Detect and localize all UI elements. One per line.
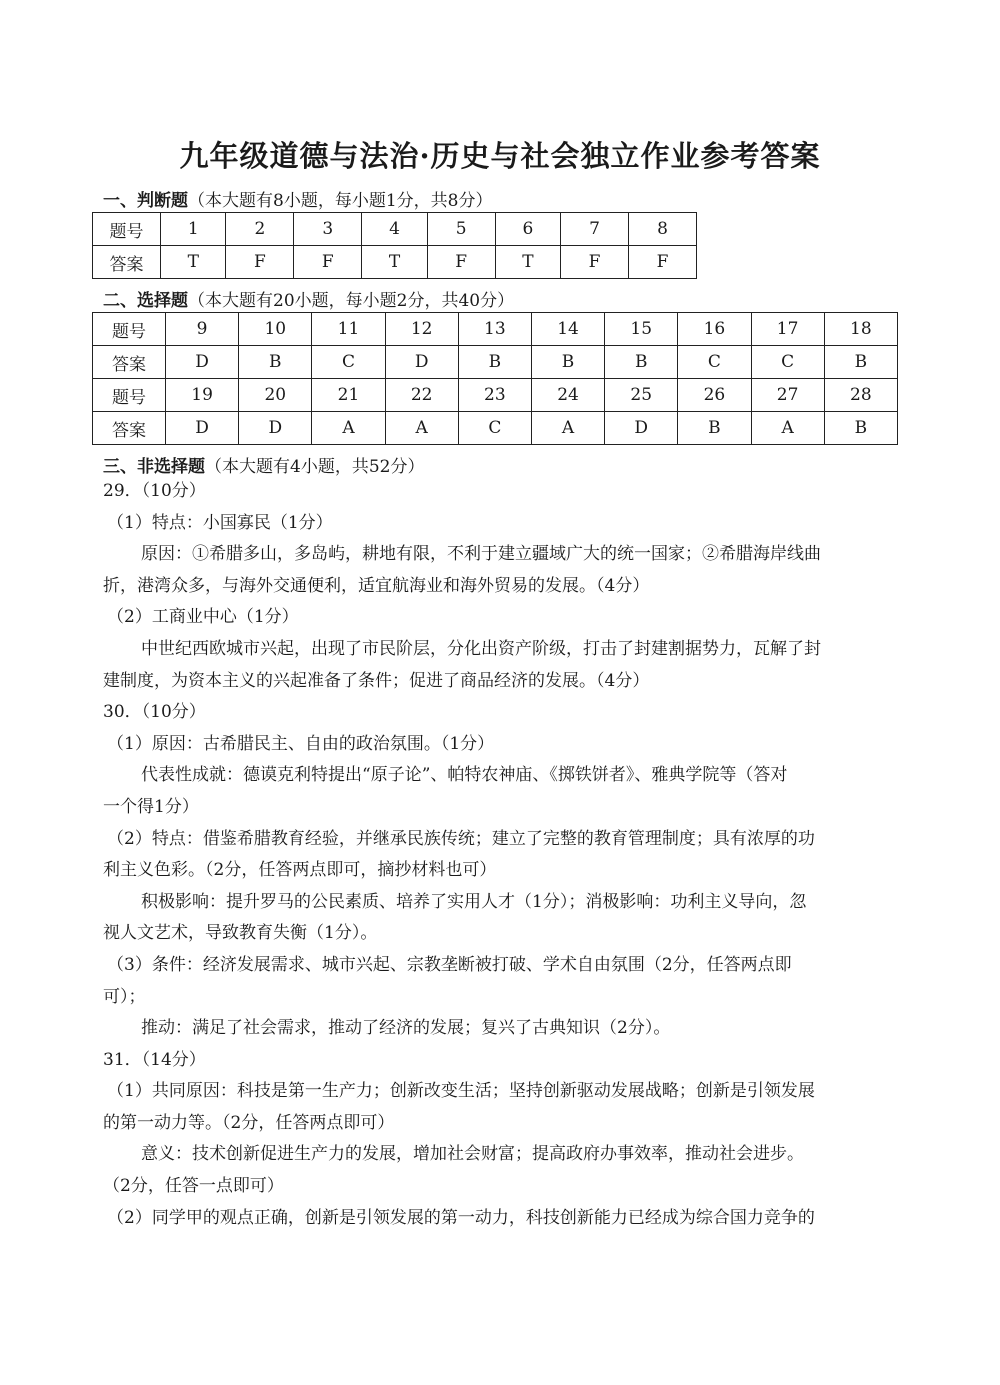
question-number: 15 (605, 313, 678, 346)
answer-line: 利主义色彩。（2分，任答两点即可，摘抄材料也可） (103, 860, 497, 881)
answer-cell: D (166, 412, 239, 445)
answer-line: 建制度，为资本主义的兴起准备了条件；促进了商品经济的发展。（4分） (103, 670, 650, 691)
answer-line: 折，港湾众多，与海外交通便利，适宜航海业和海外贸易的发展。（4分） (103, 575, 650, 596)
row-label: 题号 (93, 379, 166, 412)
answer-line: 的第一动力等。（2分，任答两点即可） (103, 1112, 395, 1133)
question-number: 11 (312, 313, 385, 346)
question-number: 16 (678, 313, 751, 346)
question-number: 26 (678, 379, 751, 412)
answer-cell: B (605, 346, 678, 379)
true-false-answer-table (92, 212, 697, 279)
answer-line: （2）特点：借鉴希腊教育经验，并继承民族传统；建立了完整的教育管理制度；具有浓厚的功 (107, 828, 815, 849)
section3-heading: 三、非选择题 (103, 457, 205, 477)
question-number: 18 (824, 313, 897, 346)
question-number: 8 (629, 213, 697, 246)
question-31-header: 31．（14分） (103, 1049, 206, 1070)
answer-line: 积极影响：提升罗马的公民素质、培养了实用人才（1分）；消极影响：功利主义导向，忽 (141, 891, 807, 912)
answer-line: 视人文艺术，导致教育失衡（1分）。 (103, 923, 378, 944)
question-number: 25 (605, 379, 678, 412)
answer-cell: T (495, 246, 560, 279)
row-label: 答案 (93, 346, 166, 379)
question-29-header: 29．（10分） (103, 481, 206, 501)
section2-note: （本大题有20小题，每小题2分，共40分） (188, 291, 515, 311)
answer-cell: B (458, 346, 531, 379)
question-number: 7 (561, 213, 629, 246)
question-number: 4 (362, 213, 427, 246)
question-number: 12 (385, 313, 458, 346)
row-label: 答案 (93, 412, 166, 445)
answer-cell: F (294, 246, 362, 279)
answer-cell: A (751, 412, 824, 445)
question-30-header: 30．（10分） (103, 702, 206, 723)
answer-line: （3）条件：经济发展需求、城市兴起、宗教垄断被打破、学术自由氛围（2分，任答两点即 (107, 954, 792, 975)
question-number: 17 (751, 313, 824, 346)
answer-cell: T (161, 246, 226, 279)
answer-line: 中世纪西欧城市兴起，出现了市民阶层，分化出资产阶级，打击了封建割据势力，瓦解了封 (141, 638, 821, 659)
answer-line: （2分，任答一点即可） (103, 1176, 284, 1197)
answer-cell: D (239, 412, 312, 445)
question-number: 1 (161, 213, 226, 246)
question-number: 10 (239, 313, 312, 346)
answer-cell: F (629, 246, 697, 279)
row-label: 答案 (93, 246, 161, 279)
section1-header (103, 186, 492, 211)
section2-header (103, 286, 514, 311)
answer-cell: D (605, 412, 678, 445)
question-number: 2 (226, 213, 294, 246)
answer-line: 代表性成就：德谟克利特提出“原子论”、帕特农神庙、《掷铁饼者》、雅典学院等（答对 (141, 765, 788, 786)
table-row-numbers (93, 313, 898, 346)
question-number: 3 (294, 213, 362, 246)
question-number: 20 (239, 379, 312, 412)
answer-line: （1）原因：古希腊民主、自由的政治氛围。（1分） (107, 733, 495, 754)
answer-cell: T (362, 246, 427, 279)
page-title: 九年级道德与法治·历史与社会独立作业参考答案 (179, 139, 821, 173)
answer-line: 意义：技术创新促进生产力的发展，增加社会财富；提高政府办事效率，推动社会进步。 (141, 1144, 804, 1165)
table-row-answers (93, 246, 697, 279)
answer-line: （1）特点：小国寡民（1分） (107, 512, 333, 533)
answer-cell: B (824, 346, 897, 379)
question-number: 13 (458, 313, 531, 346)
answer-cell: A (385, 412, 458, 445)
row-label: 题号 (93, 313, 166, 346)
answer-line: 可）； (103, 986, 146, 1007)
answer-cell: F (427, 246, 495, 279)
multiple-choice-answer-table (92, 312, 898, 445)
answer-line: 原因：①希腊多山，多岛屿，耕地有限，不利于建立疆域广大的统一国家；②希腊海岸线曲 (141, 544, 821, 565)
question-number: 9 (166, 313, 239, 346)
question-number: 14 (531, 313, 604, 346)
row-label: 题号 (93, 213, 161, 246)
table-row-answers (93, 412, 898, 445)
question-number: 27 (751, 379, 824, 412)
question-number: 19 (166, 379, 239, 412)
section3-answer-text (103, 476, 903, 1234)
table-row-numbers (93, 379, 898, 412)
answer-line: 一个得1分） (103, 796, 199, 817)
answer-cell: C (458, 412, 531, 445)
answer-line: （2）同学甲的观点正确，创新是引领发展的第一动力，科技创新能力已经成为综合国力竞争的 (107, 1207, 815, 1228)
question-number: 24 (531, 379, 604, 412)
question-number: 28 (824, 379, 897, 412)
answer-cell: A (531, 412, 604, 445)
question-number: 23 (458, 379, 531, 412)
section3-header (103, 452, 424, 477)
answer-line: 推动：满足了社会需求，推动了经济的发展；复兴了古典知识（2分）。 (141, 1018, 671, 1039)
question-number: 21 (312, 379, 385, 412)
question-number: 6 (495, 213, 560, 246)
answer-cell: C (678, 346, 751, 379)
section1-note: （本大题有8小题，每小题1分，共8分） (188, 191, 493, 211)
table-row-numbers (93, 213, 697, 246)
answer-cell: C (751, 346, 824, 379)
section2-heading: 二、选择题 (103, 291, 188, 311)
answer-cell: D (385, 346, 458, 379)
answer-cell: B (531, 346, 604, 379)
answer-cell: B (239, 346, 312, 379)
section1-heading: 一、判断题 (103, 191, 188, 211)
section3-note: （本大题有4小题，共52分） (205, 457, 425, 477)
answer-cell: F (561, 246, 629, 279)
answer-cell: B (678, 412, 751, 445)
answer-cell: B (824, 412, 897, 445)
question-number: 5 (427, 213, 495, 246)
question-number: 22 (385, 379, 458, 412)
answer-cell: A (312, 412, 385, 445)
answer-cell: D (166, 346, 239, 379)
table-row-answers (93, 346, 898, 379)
answer-cell: F (226, 246, 294, 279)
answer-line: （1）共同原因：科技是第一生产力；创新改变生活；坚持创新驱动发展战略；创新是引领发展 (107, 1081, 815, 1102)
answer-line: （2）工商业中心（1分） (107, 607, 299, 628)
answer-cell: C (312, 346, 385, 379)
